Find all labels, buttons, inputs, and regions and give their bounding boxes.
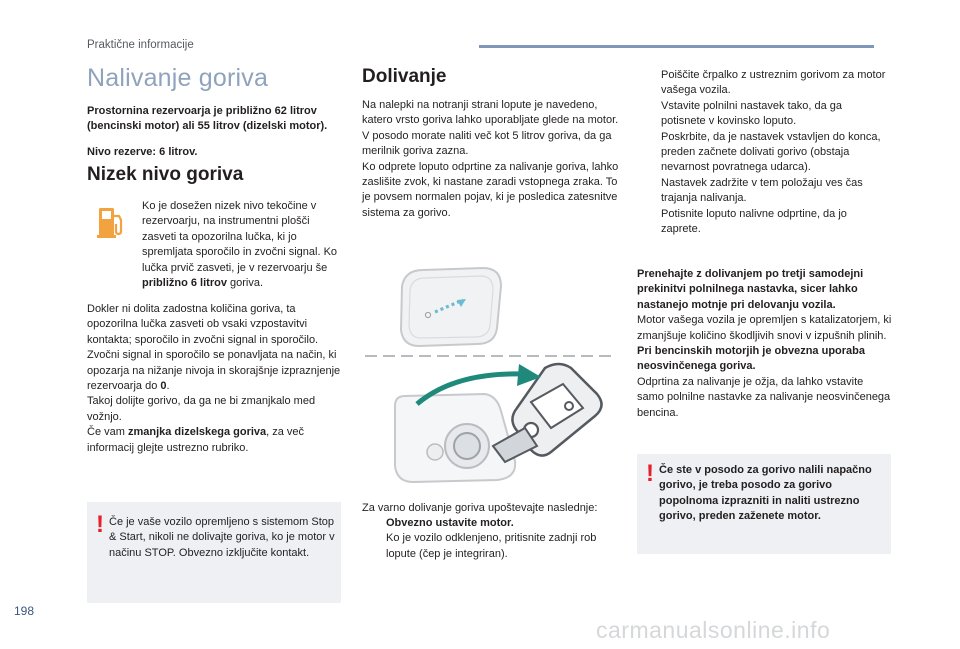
page-number: 198 [14, 604, 35, 618]
stop-start-note [87, 502, 341, 603]
warning-mark: ! [646, 460, 654, 487]
list-item: Poiščite črpalko z ustreznim gorivom za motor vašega vozila. [661, 69, 886, 97]
fuel-pump-icon [96, 204, 126, 240]
safety-list [362, 516, 620, 562]
low-fuel-heading: Nizek nivo goriva [87, 164, 244, 185]
list-item: Obvezno ustavite motor. [386, 517, 514, 529]
stop-start-note-text: Če je vaše vozilo opremljeno s sistemom Stop & Start, nikoli ne dolivajte goriva, ko je motor v načinu STOP. Obvezno izključite kontakt. [109, 516, 335, 559]
misfuel-text: Motor vašega vozila je opremljen s katalizatorjem, ki zmanjšuje količino škodljivih snovi v izpušnih plinih. [637, 314, 892, 342]
fuel-flap-illustration [365, 256, 617, 492]
list-item: Ko je vozilo odklenjeno, pritisnite zadnji rob lopute (čep je integriran). [386, 532, 597, 560]
header-rule [479, 45, 874, 48]
capacity-text: Prostornina rezervoarja je približno 62 litrov (bencinski motor) ali 55 litrov (dizelski motor). [87, 105, 328, 133]
page-title: Nalivanje goriva [87, 64, 269, 92]
watermark: carmanualsonline.info [596, 617, 831, 643]
wrong-fuel-note-text: Če ste v posodo za gorivo nalili napačno gorivo, je treba posodo za gorivo popolnoma izprazniti in naliti ustrezno gorivo, preden zaženete motor. [659, 464, 872, 523]
misfuel-heading: Prenehajte z dolivanjem po tretji samodejni prekinitvi polnilnega nastavka, sicer lahko nastanejo motnje pri delovanju vozila. [637, 268, 864, 311]
petrol-text: Odprtina za nalivanje je ožja, da lahko vstavite samo polnilne nastavke za nalivanje neosvinčenega bencina. [637, 375, 891, 419]
warning-mark: ! [96, 511, 104, 538]
list-item: Poskrbite, da je nastavek vstavljen do konca, preden začnete dolivati gorivo (obstaja nevarnost povratnega udarca). [661, 130, 881, 174]
section-header: Praktične informacije [87, 39, 194, 51]
reserve-text: Nivo rezerve: 6 litrov. [87, 146, 198, 158]
engine-notes [637, 267, 892, 421]
refuelling-heading: Dolivanje [362, 66, 447, 87]
list-item: Nastavek zadržite v tem položaju ves čas trajanja nalivanja. [661, 176, 863, 205]
list-item: Potisnite loputo nalivne odprtine, da jo zaprete. [661, 207, 847, 236]
safety-intro: Za varno dolivanje goriva upoštevajte naslednje: [362, 502, 598, 514]
wrong-fuel-note [637, 454, 891, 554]
low-fuel-text: Ko je dosežen nizek nivo tekočine v rezervoarju, na instrumentni plošči zasveti ta opozorilna lučka, ki jo spremljata sporočilo in zvočni signal. Ko lučka prvič zasveti, je v rezervoarju še približno 6 litrov goriva. [142, 200, 338, 290]
low-fuel-paragraph: Dokler ni dolita zadostna količina goriva, ta opozorilna lučka zasveti ob vsaki vzpostavitvi kontakta; sporočilo in zvočni signal in sporočilo. Zvočni signal in sporočilo se ponavljata na način, ki opozarja na nižanje nivoja in skorajšnje izpraznjenje rezervoarja do 0. Takoj dolijte gorivo, da ga ne bi zmanjkalo med vožnjo. Če vam zmanjka dizelskega goriva, za več informacij glejte ustrezno rubriko. [87, 303, 341, 454]
refuelling-intro: Na nalepki na notranji strani lopute je navedeno, katero vrsto goriva lahko uporabljate glede na motor. V posodo morate naliti več kot 5 litrov goriva, da ga merilnik goriva zazna. Ko odprete loputo odprtine za nalivanje goriva, lahko zaslišite zvok, ki nastane zaradi vstopnega zraka. To je povsem normalen pojav, ki je posledica zatesnitve sistema za gorivo. [362, 99, 619, 219]
refuel-steps-list [637, 68, 889, 237]
list-item: Vstavite polnilni nastavek tako, da ga potisnete v kovinsko loputo. [661, 99, 843, 128]
petrol-heading: Pri bencinskih motorjih je obvezna uporaba neosvinčenega goriva. [637, 345, 865, 373]
